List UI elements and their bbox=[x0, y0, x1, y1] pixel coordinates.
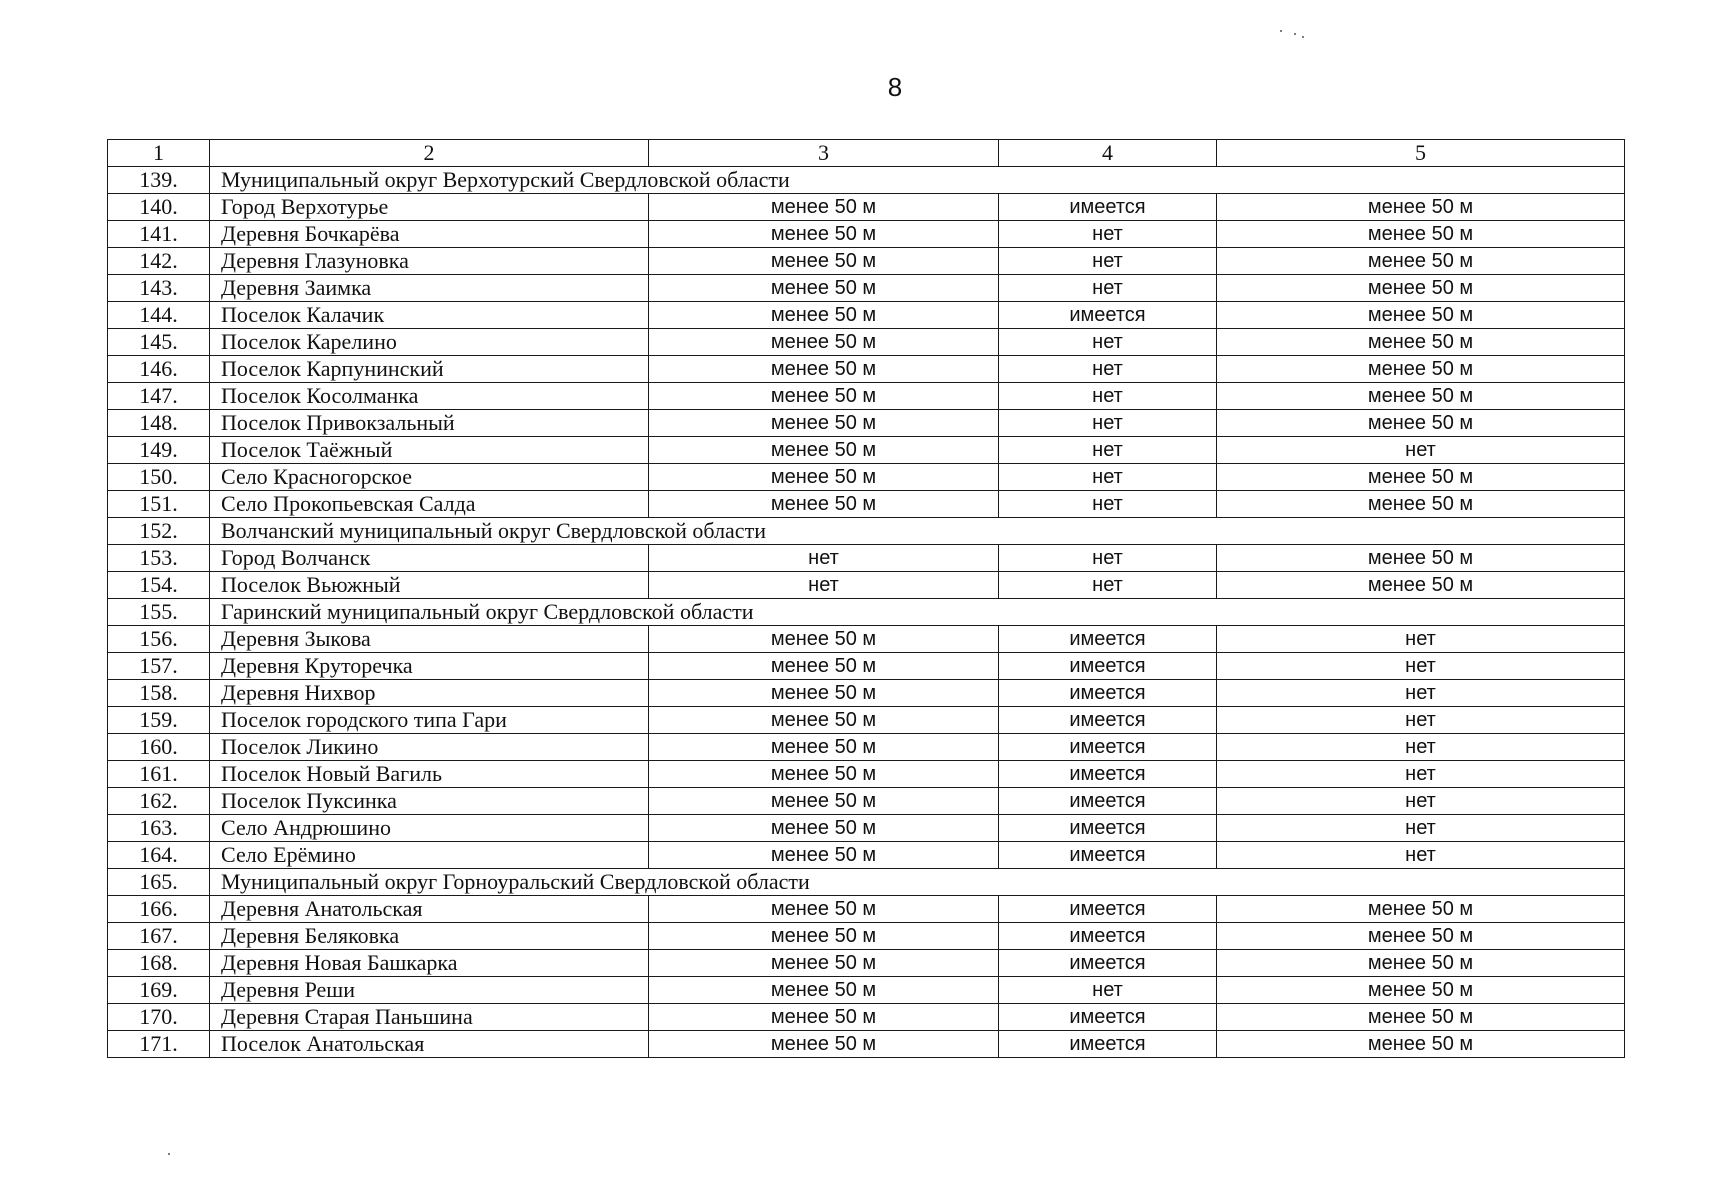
header-col-4: 4 bbox=[999, 140, 1217, 167]
settlement-name: Поселок Таёжный bbox=[210, 437, 649, 464]
table-row bbox=[108, 545, 1625, 572]
row-number: 165. bbox=[108, 869, 210, 896]
row-number: 143. bbox=[108, 275, 210, 302]
cell-col-3: менее 50 м bbox=[649, 923, 999, 950]
table-row bbox=[108, 626, 1625, 653]
cell-col-3: менее 50 м bbox=[649, 950, 999, 977]
settlement-name: Деревня Зыкова bbox=[210, 626, 649, 653]
cell-col-3: менее 50 м bbox=[649, 194, 999, 221]
row-number: 142. bbox=[108, 248, 210, 275]
row-number: 144. bbox=[108, 302, 210, 329]
settlement-name: Поселок Вьюжный bbox=[210, 572, 649, 599]
row-number: 164. bbox=[108, 842, 210, 869]
cell-col-4: имеется bbox=[999, 923, 1217, 950]
table-row bbox=[108, 302, 1625, 329]
scan-speck bbox=[1294, 33, 1296, 35]
row-number: 156. bbox=[108, 626, 210, 653]
scan-speck bbox=[1280, 30, 1282, 32]
cell-col-3: менее 50 м bbox=[649, 707, 999, 734]
settlement-name: Деревня Нихвор bbox=[210, 680, 649, 707]
table-row bbox=[108, 842, 1625, 869]
settlement-name: Деревня Беляковка bbox=[210, 923, 649, 950]
cell-col-4: нет bbox=[999, 410, 1217, 437]
cell-col-5: менее 50 м bbox=[1217, 248, 1625, 275]
cell-col-3: менее 50 м bbox=[649, 275, 999, 302]
cell-col-3: менее 50 м bbox=[649, 977, 999, 1004]
cell-col-5: менее 50 м bbox=[1217, 221, 1625, 248]
cell-col-5: нет bbox=[1217, 815, 1625, 842]
cell-col-3: менее 50 м bbox=[649, 815, 999, 842]
cell-col-3: менее 50 м bbox=[649, 410, 999, 437]
header-col-1: 1 bbox=[108, 140, 210, 167]
scan-speck bbox=[168, 1153, 170, 1155]
settlement-name: Поселок Пуксинка bbox=[210, 788, 649, 815]
scan-speck bbox=[1302, 36, 1304, 38]
settlement-name: Село Прокопьевская Салда bbox=[210, 491, 649, 518]
table-row bbox=[108, 491, 1625, 518]
table-row bbox=[108, 1031, 1625, 1058]
settlement-name: Поселок Анатольская bbox=[210, 1031, 649, 1058]
cell-col-5: нет bbox=[1217, 842, 1625, 869]
cell-col-5: менее 50 м bbox=[1217, 545, 1625, 572]
cell-col-4: имеется bbox=[999, 1031, 1217, 1058]
settlement-name: Деревня Заимка bbox=[210, 275, 649, 302]
cell-col-4: имеется bbox=[999, 950, 1217, 977]
row-number: 159. bbox=[108, 707, 210, 734]
cell-col-5: нет bbox=[1217, 761, 1625, 788]
cell-col-4: имеется bbox=[999, 734, 1217, 761]
cell-col-4: имеется bbox=[999, 815, 1217, 842]
row-number: 150. bbox=[108, 464, 210, 491]
row-number: 146. bbox=[108, 356, 210, 383]
cell-col-5: менее 50 м bbox=[1217, 302, 1625, 329]
group-row bbox=[108, 599, 1625, 626]
settlement-name: Деревня Глазуновка bbox=[210, 248, 649, 275]
group-title: Муниципальный округ Горноуральский Свердловской области bbox=[210, 869, 1625, 896]
cell-col-5: нет bbox=[1217, 626, 1625, 653]
cell-col-3: нет bbox=[649, 572, 999, 599]
row-number: 140. bbox=[108, 194, 210, 221]
cell-col-5: нет bbox=[1217, 653, 1625, 680]
cell-col-4: имеется bbox=[999, 626, 1217, 653]
cell-col-4: имеется bbox=[999, 761, 1217, 788]
settlement-name: Деревня Реши bbox=[210, 977, 649, 1004]
row-number: 148. bbox=[108, 410, 210, 437]
cell-col-3: менее 50 м bbox=[649, 761, 999, 788]
cell-col-3: менее 50 м bbox=[649, 1004, 999, 1031]
cell-col-4: имеется bbox=[999, 302, 1217, 329]
table-row bbox=[108, 221, 1625, 248]
table-row bbox=[108, 950, 1625, 977]
cell-col-4: нет bbox=[999, 491, 1217, 518]
table-row bbox=[108, 896, 1625, 923]
row-number: 171. bbox=[108, 1031, 210, 1058]
row-number: 166. bbox=[108, 896, 210, 923]
header-col-3: 3 bbox=[649, 140, 999, 167]
settlement-name: Город Волчанск bbox=[210, 545, 649, 572]
cell-col-3: нет bbox=[649, 545, 999, 572]
group-title: Муниципальный округ Верхотурский Свердловской области bbox=[210, 167, 1625, 194]
page-number: 8 bbox=[887, 72, 903, 102]
table-row bbox=[108, 923, 1625, 950]
settlement-name: Поселок городского типа Гари bbox=[210, 707, 649, 734]
cell-col-5: нет bbox=[1217, 707, 1625, 734]
settlement-name: Поселок Косолманка bbox=[210, 383, 649, 410]
cell-col-4: нет bbox=[999, 977, 1217, 1004]
cell-col-3: менее 50 м bbox=[649, 1031, 999, 1058]
table-row bbox=[108, 680, 1625, 707]
group-row bbox=[108, 167, 1625, 194]
cell-col-3: менее 50 м bbox=[649, 842, 999, 869]
row-number: 153. bbox=[108, 545, 210, 572]
settlement-name: Поселок Карелино bbox=[210, 329, 649, 356]
settlement-name: Поселок Новый Вагиль bbox=[210, 761, 649, 788]
cell-col-3: менее 50 м bbox=[649, 329, 999, 356]
cell-col-5: менее 50 м bbox=[1217, 977, 1625, 1004]
row-number: 149. bbox=[108, 437, 210, 464]
cell-col-5: нет bbox=[1217, 788, 1625, 815]
cell-col-4: имеется bbox=[999, 680, 1217, 707]
settlement-name: Поселок Калачик bbox=[210, 302, 649, 329]
header-row bbox=[108, 140, 1625, 167]
table-row bbox=[108, 437, 1625, 464]
settlement-name: Село Красногорское bbox=[210, 464, 649, 491]
cell-col-4: нет bbox=[999, 356, 1217, 383]
cell-col-3: менее 50 м bbox=[649, 626, 999, 653]
group-title: Гаринский муниципальный округ Свердловской области bbox=[210, 599, 1625, 626]
header-col-2: 2 bbox=[210, 140, 649, 167]
settlement-name: Село Ерёмино bbox=[210, 842, 649, 869]
cell-col-5: менее 50 м bbox=[1217, 950, 1625, 977]
cell-col-5: менее 50 м bbox=[1217, 923, 1625, 950]
cell-col-3: менее 50 м bbox=[649, 653, 999, 680]
row-number: 152. bbox=[108, 518, 210, 545]
table-row bbox=[108, 194, 1625, 221]
row-number: 162. bbox=[108, 788, 210, 815]
row-number: 151. bbox=[108, 491, 210, 518]
cell-col-3: менее 50 м bbox=[649, 734, 999, 761]
group-row bbox=[108, 869, 1625, 896]
group-title: Волчанский муниципальный округ Свердловской области bbox=[210, 518, 1625, 545]
row-number: 163. bbox=[108, 815, 210, 842]
cell-col-4: имеется bbox=[999, 896, 1217, 923]
cell-col-3: менее 50 м bbox=[649, 491, 999, 518]
group-row bbox=[108, 518, 1625, 545]
cell-col-4: нет bbox=[999, 383, 1217, 410]
cell-col-3: менее 50 м bbox=[649, 302, 999, 329]
table-row bbox=[108, 707, 1625, 734]
cell-col-3: менее 50 м bbox=[649, 383, 999, 410]
cell-col-3: менее 50 м bbox=[649, 437, 999, 464]
table-row bbox=[108, 788, 1625, 815]
table-row bbox=[108, 383, 1625, 410]
row-number: 154. bbox=[108, 572, 210, 599]
cell-col-4: имеется bbox=[999, 707, 1217, 734]
settlement-name: Село Андрюшино bbox=[210, 815, 649, 842]
cell-col-5: менее 50 м bbox=[1217, 464, 1625, 491]
settlement-name: Деревня Бочкарёва bbox=[210, 221, 649, 248]
settlements-table bbox=[107, 139, 1625, 1058]
table-row bbox=[108, 329, 1625, 356]
table-row bbox=[108, 248, 1625, 275]
row-number: 158. bbox=[108, 680, 210, 707]
cell-col-4: имеется bbox=[999, 653, 1217, 680]
cell-col-4: имеется bbox=[999, 194, 1217, 221]
cell-col-4: имеется bbox=[999, 842, 1217, 869]
cell-col-3: менее 50 м bbox=[649, 896, 999, 923]
settlement-name: Деревня Анатольская bbox=[210, 896, 649, 923]
row-number: 160. bbox=[108, 734, 210, 761]
table-row bbox=[108, 815, 1625, 842]
table-row bbox=[108, 734, 1625, 761]
table-body bbox=[108, 167, 1625, 1058]
cell-col-5: менее 50 м bbox=[1217, 383, 1625, 410]
cell-col-5: менее 50 м bbox=[1217, 410, 1625, 437]
row-number: 169. bbox=[108, 977, 210, 1004]
settlement-name: Деревня Круторечка bbox=[210, 653, 649, 680]
cell-col-4: нет bbox=[999, 464, 1217, 491]
cell-col-5: менее 50 м bbox=[1217, 356, 1625, 383]
row-number: 161. bbox=[108, 761, 210, 788]
cell-col-5: менее 50 м bbox=[1217, 491, 1625, 518]
cell-col-4: нет bbox=[999, 545, 1217, 572]
cell-col-5: менее 50 м bbox=[1217, 329, 1625, 356]
table-row bbox=[108, 275, 1625, 302]
cell-col-5: менее 50 м bbox=[1217, 1004, 1625, 1031]
settlement-name: Поселок Ликино bbox=[210, 734, 649, 761]
row-number: 168. bbox=[108, 950, 210, 977]
table-row bbox=[108, 977, 1625, 1004]
row-number: 167. bbox=[108, 923, 210, 950]
row-number: 147. bbox=[108, 383, 210, 410]
table-row bbox=[108, 464, 1625, 491]
cell-col-5: нет bbox=[1217, 734, 1625, 761]
cell-col-5: менее 50 м bbox=[1217, 896, 1625, 923]
cell-col-3: менее 50 м bbox=[649, 221, 999, 248]
settlement-name: Деревня Новая Башкарка bbox=[210, 950, 649, 977]
table-row bbox=[108, 1004, 1625, 1031]
table-row bbox=[108, 761, 1625, 788]
table-row bbox=[108, 410, 1625, 437]
cell-col-3: менее 50 м bbox=[649, 464, 999, 491]
settlement-name: Деревня Старая Паньшина bbox=[210, 1004, 649, 1031]
table-row bbox=[108, 356, 1625, 383]
cell-col-4: нет bbox=[999, 572, 1217, 599]
cell-col-4: имеется bbox=[999, 788, 1217, 815]
cell-col-4: нет bbox=[999, 221, 1217, 248]
table-row bbox=[108, 572, 1625, 599]
cell-col-5: нет bbox=[1217, 437, 1625, 464]
cell-col-3: менее 50 м bbox=[649, 680, 999, 707]
cell-col-5: нет bbox=[1217, 680, 1625, 707]
cell-col-4: нет bbox=[999, 437, 1217, 464]
cell-col-3: менее 50 м bbox=[649, 356, 999, 383]
table-row bbox=[108, 653, 1625, 680]
cell-col-5: менее 50 м bbox=[1217, 194, 1625, 221]
cell-col-4: нет bbox=[999, 248, 1217, 275]
cell-col-4: имеется bbox=[999, 1004, 1217, 1031]
settlement-name: Поселок Привокзальный bbox=[210, 410, 649, 437]
cell-col-5: менее 50 м bbox=[1217, 572, 1625, 599]
row-number: 170. bbox=[108, 1004, 210, 1031]
row-number: 139. bbox=[108, 167, 210, 194]
cell-col-4: нет bbox=[999, 275, 1217, 302]
settlement-name: Поселок Карпунинский bbox=[210, 356, 649, 383]
row-number: 145. bbox=[108, 329, 210, 356]
cell-col-4: нет bbox=[999, 329, 1217, 356]
cell-col-3: менее 50 м bbox=[649, 788, 999, 815]
cell-col-3: менее 50 м bbox=[649, 248, 999, 275]
row-number: 155. bbox=[108, 599, 210, 626]
header-col-5: 5 bbox=[1217, 140, 1625, 167]
cell-col-5: менее 50 м bbox=[1217, 1031, 1625, 1058]
cell-col-5: менее 50 м bbox=[1217, 275, 1625, 302]
settlement-name: Город Верхотурье bbox=[210, 194, 649, 221]
row-number: 157. bbox=[108, 653, 210, 680]
row-number: 141. bbox=[108, 221, 210, 248]
